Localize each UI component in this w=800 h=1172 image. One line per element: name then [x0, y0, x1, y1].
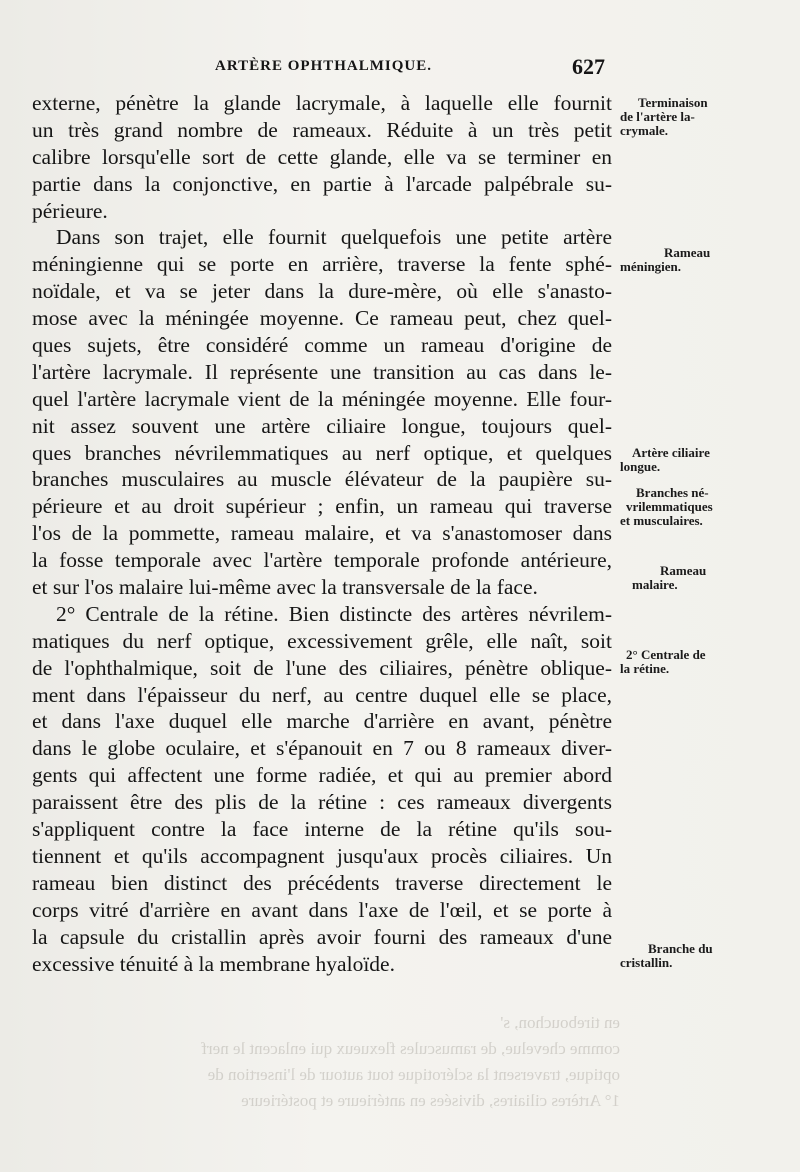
margin-line: longue.: [620, 459, 661, 474]
text-line: et dans l'axe duquel elle marche d'arrière en avant, pénètre: [32, 709, 612, 734]
margin-note-rameau-meningien: [620, 246, 798, 274]
text-line: l'os de la pommette, rameau malaire, et va s'anastomoser dans: [32, 521, 612, 546]
margin-note-branches: [620, 486, 798, 528]
margin-line: vrilemmatiques: [626, 499, 713, 514]
main-text: [32, 90, 612, 977]
text-line: la fosse temporale avec l'artère temporale profonde antérieure,: [32, 548, 612, 573]
margin-line: crymale.: [620, 123, 669, 138]
bleed-line: optique, traversent la sclérotique tout autour de l'insertion de: [207, 1065, 620, 1084]
text-line: 2° Centrale de la rétine. Bien distincte des artères névrilem-: [56, 601, 612, 626]
text-line: périeure et au droit supérieur ; enfin, un rameau qui traverse: [32, 494, 612, 519]
margin-line: Artère ciliaire: [632, 445, 710, 460]
margin-line: Rameau: [660, 563, 707, 578]
text-line: de l'ophthalmique, soit de l'une des ciliaires, pénètre oblique-: [32, 655, 612, 680]
text-line: ment dans l'épaisseur du nerf, au centre duquel elle se place,: [32, 682, 612, 707]
running-title: ARTÈRE OPHTHALMIQUE.: [215, 58, 432, 74]
bleed-line: en tirebouchon, s': [500, 1013, 620, 1032]
text-line: branches musculaires au muscle élévateur de la paupière su-: [32, 467, 612, 492]
text-line: mose avec la méningée moyenne. Ce rameau peut, chez quel-: [32, 306, 612, 331]
text-line: rameau bien distinct des précédents traverse directement le: [32, 870, 612, 895]
bleed-line: comme chevelue, de ramuscules flexueux qui enlacent le nerf: [201, 1039, 620, 1058]
text-line: gents qui affectent une forme radiée, et qui au premier abord: [32, 763, 612, 788]
margin-line: Terminaison: [638, 95, 708, 110]
page-number: 627: [572, 54, 605, 79]
margin-line: la rétine.: [620, 661, 670, 676]
margin-note-branche-cristallin: [620, 942, 798, 970]
text-line: partie dans la conjonctive, en partie à l'arcade palpébrale su-: [32, 171, 612, 196]
text-line: périeure.: [32, 198, 108, 223]
margin-note-artere-ciliaire: [620, 446, 798, 474]
text-line: s'appliquent contre la face interne de la rétine qu'ils sou-: [32, 817, 612, 842]
text-line: noïdale, et va se jeter dans la dure-mère, où elle s'anasto-: [32, 279, 612, 304]
text-line: ques branches névrilemmatiques au nerf optique, et quelques: [32, 440, 612, 465]
margin-line: 2° Centrale de: [626, 647, 706, 662]
margin-note-centrale: [620, 648, 798, 676]
margin-line: Rameau: [664, 245, 711, 260]
bleed-line: 1° Artères ciliaires, divisées en antérieure et postérieure: [241, 1091, 620, 1110]
margin-line: méningien.: [620, 259, 682, 274]
text-line: ques sujets, être considéré comme un rameau d'origine de: [32, 333, 612, 358]
margin-note-rameau-malaire: [620, 564, 798, 592]
text-line: Dans son trajet, elle fournit quelquefois une petite artère: [56, 225, 612, 250]
text-line: dans le globe oculaire, et s'épanouit en 7 ou 8 rameaux diver-: [32, 736, 612, 761]
text-line: méningienne qui se porte en arrière, traverse la fente sphé-: [32, 252, 612, 277]
text-line: externe, pénètre la glande lacrymale, à laquelle elle fournit: [32, 91, 612, 115]
text-line: calibre lorsqu'elle sort de cette glande, elle va se terminer en: [32, 144, 612, 169]
margin-line: et musculaires.: [620, 513, 703, 528]
text-line: paraissent être des plis de la rétine : ces rameaux divergents: [32, 790, 612, 815]
text-line: quel l'artère lacrymale vient de la méningée moyenne. Elle four-: [32, 386, 612, 411]
text-line: la capsule du cristallin après avoir fourni des rameaux d'une: [32, 924, 612, 949]
text-line: excessive ténuité à la membrane hyaloïde.: [32, 951, 395, 976]
margin-line: Branche du: [648, 941, 713, 956]
margin-line: Branches né-: [636, 485, 709, 500]
text-line: un très grand nombre de rameaux. Réduite à un très petit: [32, 117, 612, 142]
text-line: et sur l'os malaire lui-même avec la transversale de la face.: [32, 575, 538, 600]
margin-line: malaire.: [632, 577, 678, 592]
text-line: l'artère lacrymale. Il représente une transition au cas dans le-: [32, 359, 612, 384]
text-line: matiques du nerf optique, excessivement grêle, elle naît, soit: [32, 628, 612, 653]
text-line: nit assez souvent une artère ciliaire longue, toujours quel-: [32, 413, 612, 438]
text-line: corps vitré d'arrière en avant dans l'axe de l'œil, et se porte à: [32, 897, 612, 922]
margin-line: de l'artère la-: [620, 109, 695, 124]
text-line: tiennent et qu'ils accompagnent jusqu'aux procès ciliaires. Un: [32, 843, 612, 868]
margin-note-terminaison: [620, 96, 798, 138]
margin-line: cristallin.: [620, 955, 673, 970]
bleed-through-text: [60, 1010, 620, 1114]
